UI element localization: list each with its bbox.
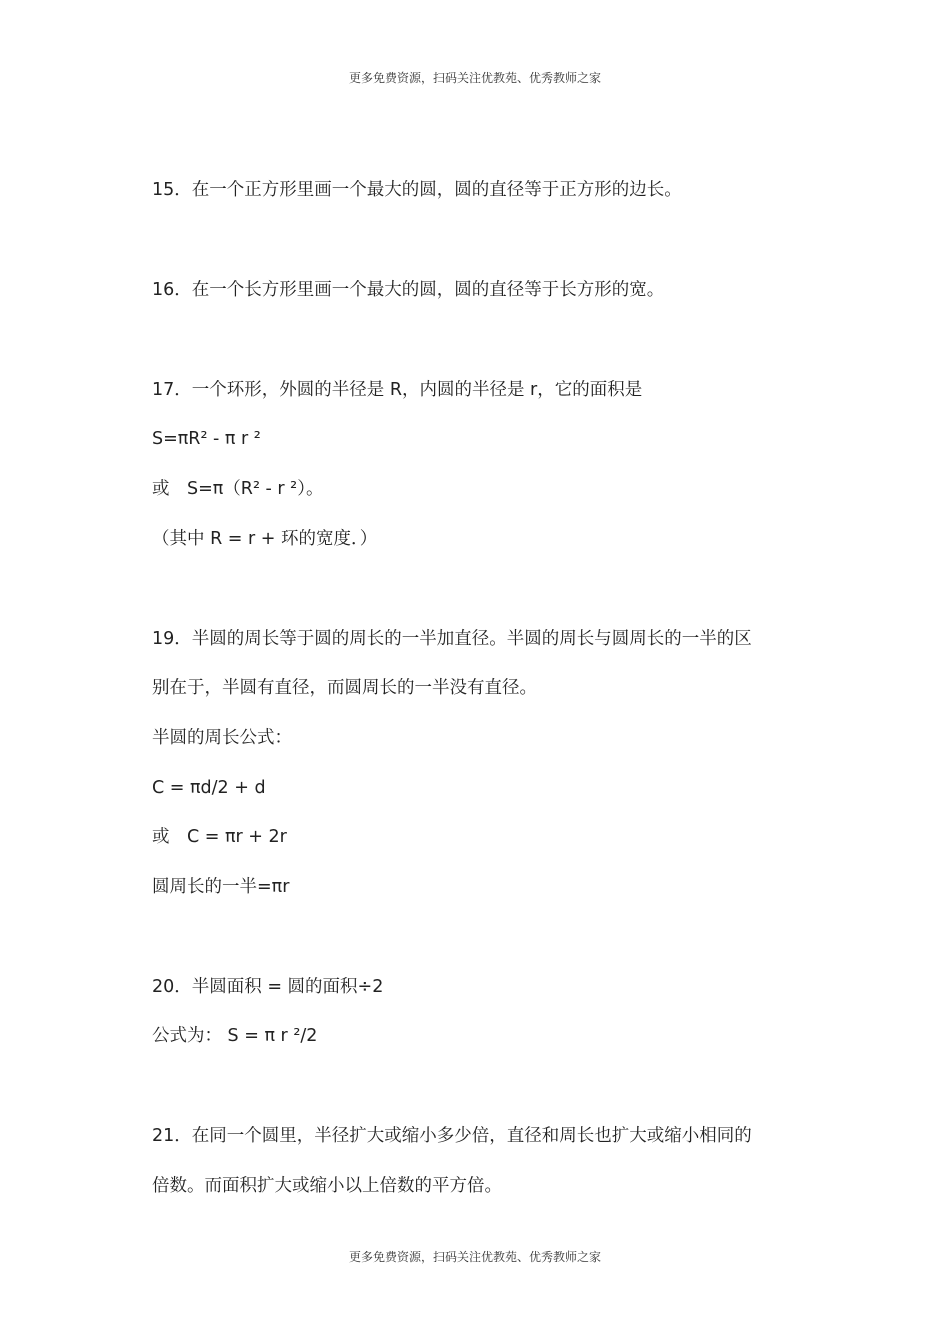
item-21-line-2: 倍数。而面积扩大或缩小以上倍数的平方倍。 [152,1176,502,1196]
item-19-line-1: 19．半圆的周长等于圆的周长的一半加直径。半圆的周长与圆周长的一半的区 [152,629,752,649]
item-17-note: （其中 R = r + 环的宽度．） [152,529,378,549]
page-header: 更多免费资源，扫码关注优教苑、优秀教师之家 [348,71,601,85]
item-19-line-2: 别在于，半圆有直径，而圆周长的一半没有直径。 [152,678,537,698]
item-17-formula-alt: 或 S=π（R² - r ²）。 [152,479,324,499]
item-19-formula-alt: 或 C = πr + 2r [152,827,287,847]
item-21-line-1: 21．在同一个圆里，半径扩大或缩小多少倍，直径和周长也扩大或缩小相同的 [152,1126,752,1146]
item-19-half-circumference: 圆周长的一半=πr [152,877,290,897]
item-20-line-1: 20．半圆面积 = 圆的面积÷2 [152,977,384,997]
item-16-line-1: 16．在一个长方形里画一个最大的圆，圆的直径等于长方形的宽。 [152,280,665,300]
item-17-formula: S=πR² - π r ² [152,429,261,449]
page-footer: 更多免费资源，扫码关注优教苑、优秀教师之家 [348,1250,601,1264]
item-20-formula: 公式为： S = π r ²/2 [152,1026,318,1046]
item-19-formula-label: 半圆的周长公式： [152,728,292,748]
item-17-line-1: 17．一个环形，外圆的半径是 R，内圆的半径是 r，它的面积是 [152,380,643,400]
item-15-line-1: 15．在一个正方形里画一个最大的圆，圆的直径等于正方形的边长。 [152,180,682,200]
item-19-formula: C = πd/2 + d [152,778,266,798]
